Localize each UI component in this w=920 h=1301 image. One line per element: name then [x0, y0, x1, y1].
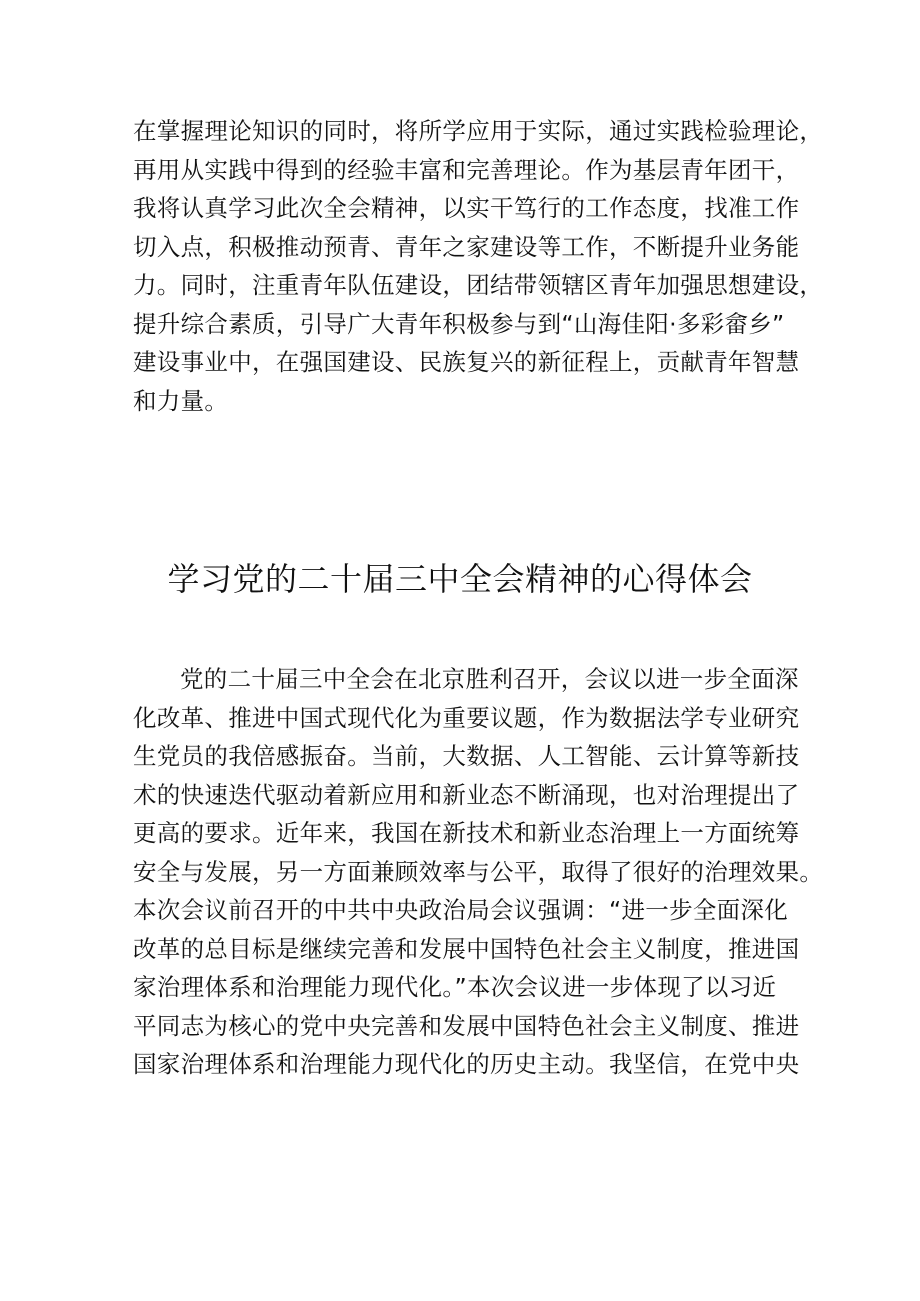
paragraph-line: 建设事业中，在强国建设、民族复兴的新征程上，贡献青年智慧 — [133, 348, 800, 376]
paragraph-line: 术的快速迭代驱动着新应用和新业态不断涌现，也对治理提出了 — [133, 780, 800, 809]
paragraph-line: 生党员的我倍感振奋。当前，大数据、人工智能、云计算等新技 — [133, 742, 800, 770]
paragraph-line: 化改革、推进中国式现代化为重要议题，作为数据法学专业研究 — [133, 703, 800, 732]
paragraph-line: 再用从实践中得到的经验丰富和完善理论。作为基层青年团干， — [133, 155, 800, 184]
document-title: 学习党的二十届三中全会精神的心得体会 — [167, 560, 753, 598]
paragraph-line: 改革的总目标是继续完善和发展中国特色社会主义制度，推进国 — [133, 934, 800, 963]
paragraph-line: 安全与发展，另一方面兼顾效率与公平，取得了很好的治理效果。 — [133, 857, 824, 886]
paragraph-line: 我将认真学习此次全会精神，以实干笃行的工作态度，找准工作 — [133, 194, 800, 222]
paragraph-line: 力。同时，注重青年队伍建设，团结带领辖区青年加强思想建设， — [133, 271, 824, 299]
paragraph-line: 本次会议前召开的中共中央政治局会议强调：“进一步全面深化 — [133, 896, 789, 924]
paragraph-line: 和力量。 — [133, 386, 229, 415]
paragraph-line: 国家治理体系和治理能力现代化的历史主动。我坚信，在党中央 — [133, 1050, 800, 1078]
paragraph-line: 党的二十届三中全会在北京胜利召开，会议以进一步全面深 — [180, 665, 799, 693]
paragraph-line: 提升综合素质，引导广大青年积极参与到“山海佳阳·多彩畲乡” — [133, 309, 785, 338]
paragraph-continuation — [133, 112, 824, 420]
paragraph-line: 在掌握理论知识的同时，将所学应用于实际，通过实践检验理论， — [133, 117, 824, 145]
paragraph-line: 切入点，积极推动预青、青年之家建设等工作，不断提升业务能 — [133, 232, 800, 261]
body-paragraph — [133, 660, 824, 1084]
paragraph-line: 更高的要求。近年来，我国在新技术和新业态治理上一方面统筹 — [133, 819, 800, 847]
paragraph-line: 家治理体系和治理能力现代化。”本次会议进一步体现了以习近 — [133, 973, 777, 1001]
paragraph-line: 平同志为核心的党中央完善和发展中国特色社会主义制度、推进 — [133, 1011, 800, 1040]
